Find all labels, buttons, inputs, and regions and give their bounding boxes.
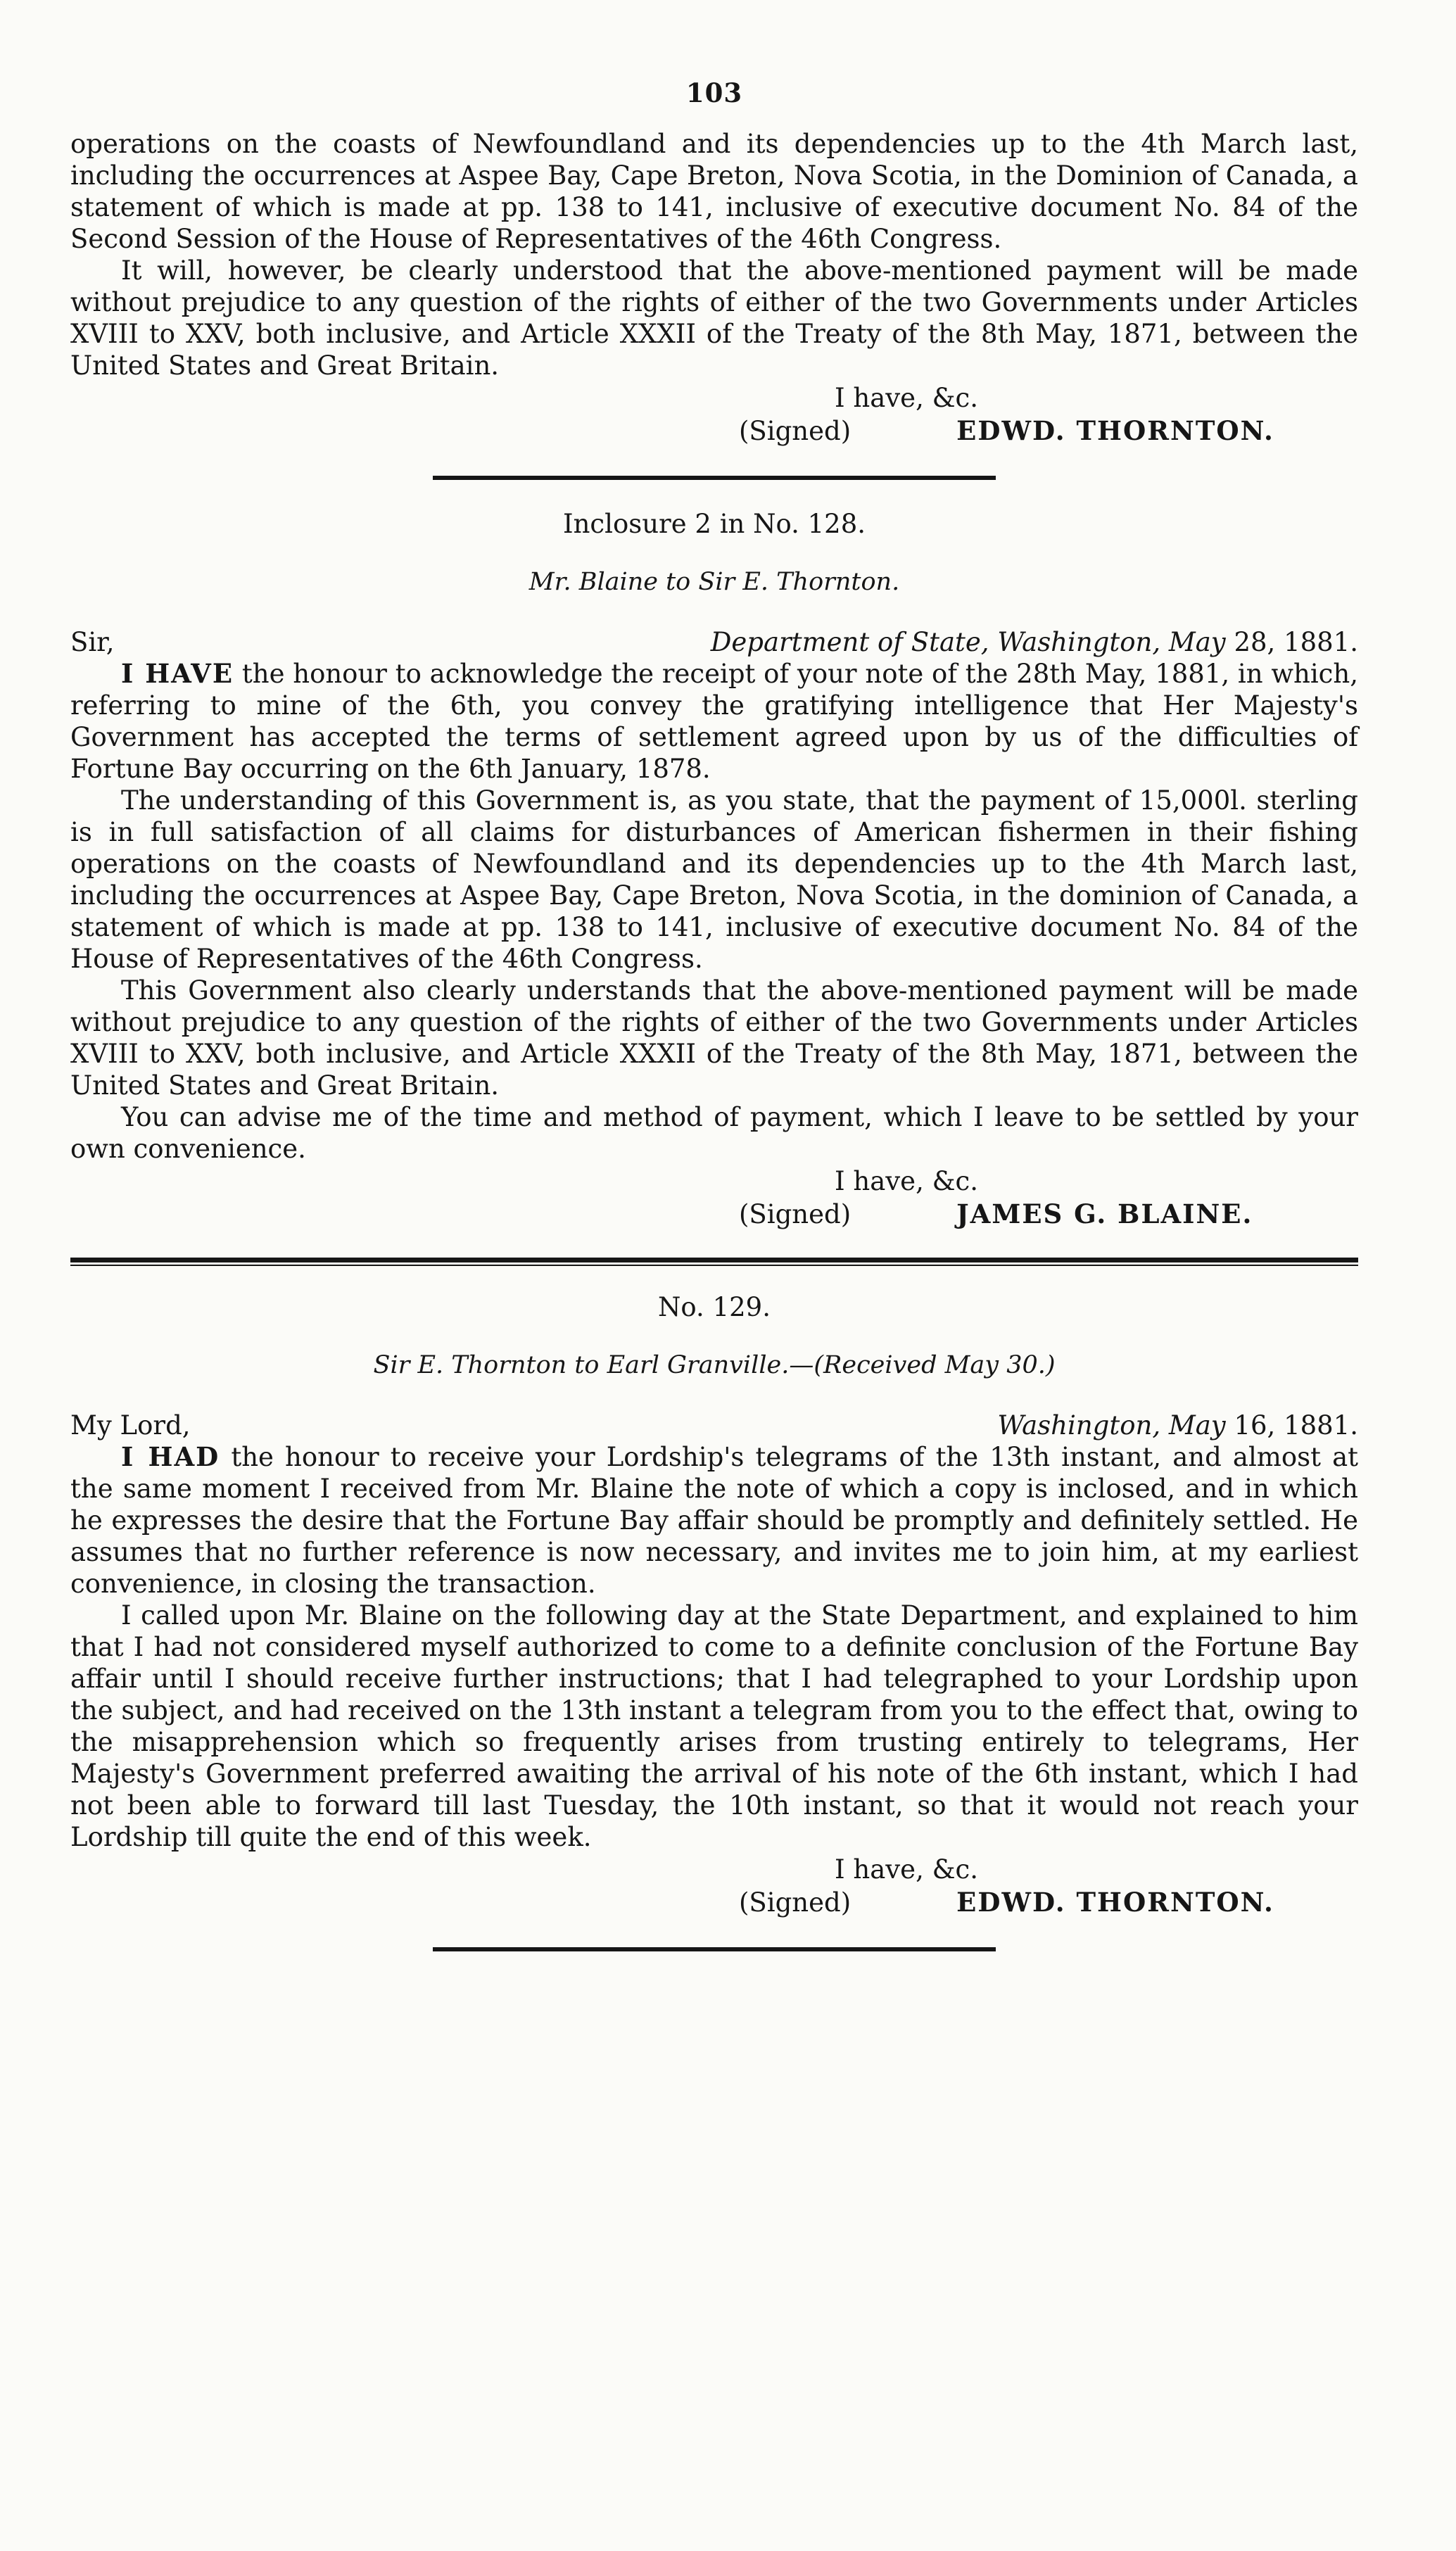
date: 28, 1881. <box>1234 627 1358 657</box>
date: 16, 1881. <box>1234 1410 1358 1441</box>
closing-line: I have, &c. <box>835 1854 979 1885</box>
closing-line: I have, &c. <box>835 383 979 413</box>
paragraph: It will, however, be clearly understood that the above-mentioned payment will be made without prejudice to any question of the rights of either of the two Governments under Articles XVIII to XXV, both inclusive, and Article XXXII of the Treaty of the 8th May, 1871, between the United States and Great Britain. <box>70 255 1358 381</box>
opening-word: I HAD <box>121 1441 220 1472</box>
place-date <box>997 1410 1358 1441</box>
salutation: My Lord, <box>70 1410 191 1441</box>
paragraph: operations on the coasts of Newfoundland and its dependencies up to the 4th March last, including the occurrences at Aspee Bay, Cape Breton, Nova Scotia, in the Dominion of Canada, a statement of which is made at pp. 138 to 141, inclusive of executive document No. 84 of the Second Session of the House of Representatives of the 46th Congress. <box>70 129 1358 254</box>
paragraph-text: the honour to receive your Lordship's telegrams of the 13th instant, and almost at the same moment I received from Mr. Blaine the note of which a copy is inclosed, and in which he expresses the desire that the Fortune Bay affair should be promptly and definitely settled. He assumes that no further reference is now necessary, and invites me to join him, at my earliest convenience, in closing the transaction. <box>70 1442 1358 1599</box>
paragraph: This Government also clearly understands that the above-mentioned payment will be made without prejudice to any question of the rights of either of the two Governments under Articles XVIII to XXV, both inclusive, and Article XXXII of the Treaty of the 8th May, 1871, between the United States and Great Britain. <box>70 975 1358 1101</box>
dateline <box>70 626 1358 658</box>
paragraph: You can advise me of the time and method of payment, which I leave to be settled by your own convenience. <box>70 1102 1358 1164</box>
document-page <box>70 77 1358 1980</box>
place: Washington, May <box>997 1410 1226 1441</box>
opening-word: I HAVE <box>121 658 234 689</box>
signature-line <box>70 1198 1358 1231</box>
paragraph: The understanding of this Government is, as you state, that the payment of 15,000l. sterling is in full satisfaction of all claims for disturbances of American fishermen in their fishing operations on the coasts of Newfoundland and its dependencies up to the 4th March last, including the occurrences at Aspee Bay, Cape Breton, Nova Scotia, in the dominion of Canada, a statement of which is made at pp. 138 to 141, inclusive of executive document No. 84 of the House of Representatives of the 46th Congress. <box>70 785 1358 974</box>
signer-name: EDWD. THORNTON. <box>956 1887 1274 1918</box>
letter-heading: No. 129. <box>658 1292 771 1322</box>
signer-name: EDWD. THORNTON. <box>956 415 1274 446</box>
dateline <box>70 1410 1358 1441</box>
signed-label: (Signed) <box>739 1199 852 1229</box>
page-number: 103 <box>685 77 743 108</box>
signed-label: (Signed) <box>739 1887 852 1918</box>
paragraph: I called upon Mr. Blaine on the following day at the State Department, and explained to him that I had not considered myself authorized to come to a definite conclusion of the Fortune Bay affair until I should receive further instructions; that I had telegraphed to your Lordship upon the subject, and had received on the 13th instant a telegram from you to the effect that, owing to the misapprehension which so frequently arises from trusting entirely to telegrams, Her Majesty's Government preferred awaiting the arrival of his note of the 6th instant, which I had not been able to forward till last Tuesday, the 10th instant, so that it would not reach your Lordship till quite the end of this week. <box>70 1600 1359 1852</box>
inclosure-subheading: Mr. Blaine to Sir E. Thornton. <box>528 568 900 596</box>
signed-label: (Signed) <box>739 416 852 446</box>
letter-subheading: Sir E. Thornton to Earl Granville.—(Received May 30.) <box>373 1351 1056 1379</box>
signature-line <box>70 1886 1358 1919</box>
double-rule-divider <box>70 1258 1358 1266</box>
paragraph <box>70 658 1358 785</box>
salutation: Sir, <box>70 627 115 657</box>
continuation-section <box>70 128 1358 448</box>
closing-line: I have, &c. <box>835 1166 979 1196</box>
inclosure-section <box>70 508 1358 1231</box>
paragraph-text: the honour to acknowledge the receipt of your note of the 28th May, 1881, in which, referring to mine of the 6th, you convey the gratifying intelligence that Her Majesty's Government has accepted the terms of settlement agreed upon by us of the difficulties of Fortune Bay occurring on the 6th January, 1878. <box>70 659 1358 784</box>
signer-name: JAMES G. BLAINE. <box>956 1198 1253 1229</box>
section-divider <box>433 476 996 480</box>
letter-129-section <box>70 1291 1358 1919</box>
place: Department of State, Washington, May <box>710 627 1226 657</box>
place-date <box>711 626 1358 658</box>
signature-line <box>70 414 1358 448</box>
end-divider <box>433 1947 996 1951</box>
inclosure-heading: Inclosure 2 in No. 128. <box>562 509 866 539</box>
paragraph <box>70 1441 1358 1600</box>
